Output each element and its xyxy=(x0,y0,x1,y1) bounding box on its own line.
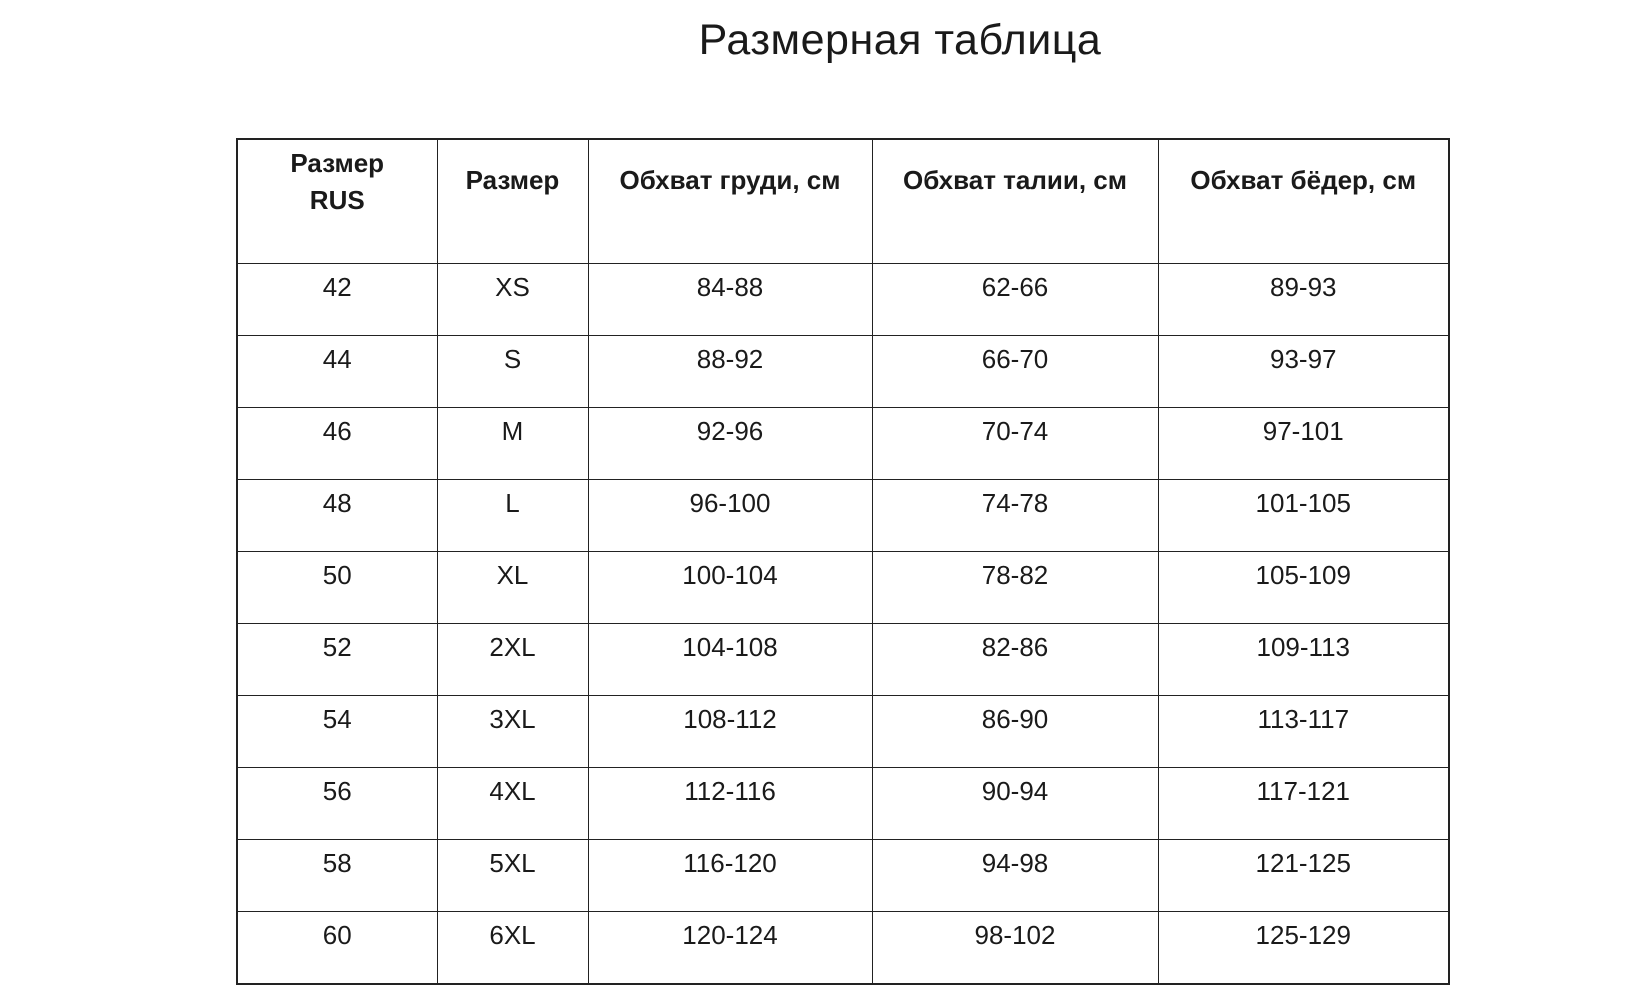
cell-size-rus: 46 xyxy=(237,408,437,480)
cell-size: M xyxy=(437,408,588,480)
cell-chest: 88-92 xyxy=(588,336,872,408)
cell-size-rus: 60 xyxy=(237,912,437,985)
cell-waist: 70-74 xyxy=(872,408,1158,480)
cell-hips: 113-117 xyxy=(1158,696,1449,768)
header-size: Размер xyxy=(437,139,588,264)
cell-size: 6XL xyxy=(437,912,588,985)
cell-waist: 86-90 xyxy=(872,696,1158,768)
table-row xyxy=(237,408,1449,480)
table-row xyxy=(237,768,1449,840)
cell-size-rus: 42 xyxy=(237,264,437,336)
cell-size-rus: 54 xyxy=(237,696,437,768)
cell-waist: 82-86 xyxy=(872,624,1158,696)
cell-size: XS xyxy=(437,264,588,336)
cell-chest: 120-124 xyxy=(588,912,872,985)
cell-hips: 105-109 xyxy=(1158,552,1449,624)
cell-size-rus: 44 xyxy=(237,336,437,408)
table-row xyxy=(237,264,1449,336)
table-row xyxy=(237,336,1449,408)
cell-hips: 97-101 xyxy=(1158,408,1449,480)
cell-size: 4XL xyxy=(437,768,588,840)
cell-size: XL xyxy=(437,552,588,624)
cell-size-rus: 50 xyxy=(237,552,437,624)
size-table xyxy=(236,138,1450,985)
cell-hips: 93-97 xyxy=(1158,336,1449,408)
cell-chest: 84-88 xyxy=(588,264,872,336)
cell-waist: 90-94 xyxy=(872,768,1158,840)
cell-hips: 121-125 xyxy=(1158,840,1449,912)
cell-size: 3XL xyxy=(437,696,588,768)
table-row xyxy=(237,624,1449,696)
cell-chest: 104-108 xyxy=(588,624,872,696)
cell-size-rus: 56 xyxy=(237,768,437,840)
cell-waist: 94-98 xyxy=(872,840,1158,912)
cell-chest: 100-104 xyxy=(588,552,872,624)
cell-size-rus: 52 xyxy=(237,624,437,696)
header-hips: Обхват бёдер, см xyxy=(1158,139,1449,264)
cell-size: 5XL xyxy=(437,840,588,912)
cell-size-rus: 58 xyxy=(237,840,437,912)
cell-waist: 74-78 xyxy=(872,480,1158,552)
cell-chest: 112-116 xyxy=(588,768,872,840)
cell-hips: 125-129 xyxy=(1158,912,1449,985)
cell-waist: 98-102 xyxy=(872,912,1158,985)
header-size-rus-line1: Размер xyxy=(290,148,385,178)
header-chest: Обхват груди, см xyxy=(588,139,872,264)
cell-size-rus: 48 xyxy=(237,480,437,552)
table-header-row xyxy=(237,139,1449,264)
header-size-rus xyxy=(237,139,437,264)
page-title: Размерная таблица xyxy=(698,16,1102,64)
cell-hips: 109-113 xyxy=(1158,624,1449,696)
cell-hips: 101-105 xyxy=(1158,480,1449,552)
cell-chest: 116-120 xyxy=(588,840,872,912)
cell-hips: 117-121 xyxy=(1158,768,1449,840)
cell-waist: 66-70 xyxy=(872,336,1158,408)
table-row xyxy=(237,552,1449,624)
table-row xyxy=(237,912,1449,985)
cell-size: L xyxy=(437,480,588,552)
table-row xyxy=(237,696,1449,768)
header-waist: Обхват талии, см xyxy=(872,139,1158,264)
cell-waist: 62-66 xyxy=(872,264,1158,336)
cell-chest: 96-100 xyxy=(588,480,872,552)
cell-size: S xyxy=(437,336,588,408)
table-row xyxy=(237,840,1449,912)
header-size-rus-line2: RUS xyxy=(309,185,365,215)
cell-size: 2XL xyxy=(437,624,588,696)
cell-chest: 108-112 xyxy=(588,696,872,768)
table-row xyxy=(237,480,1449,552)
cell-waist: 78-82 xyxy=(872,552,1158,624)
cell-chest: 92-96 xyxy=(588,408,872,480)
cell-hips: 89-93 xyxy=(1158,264,1449,336)
